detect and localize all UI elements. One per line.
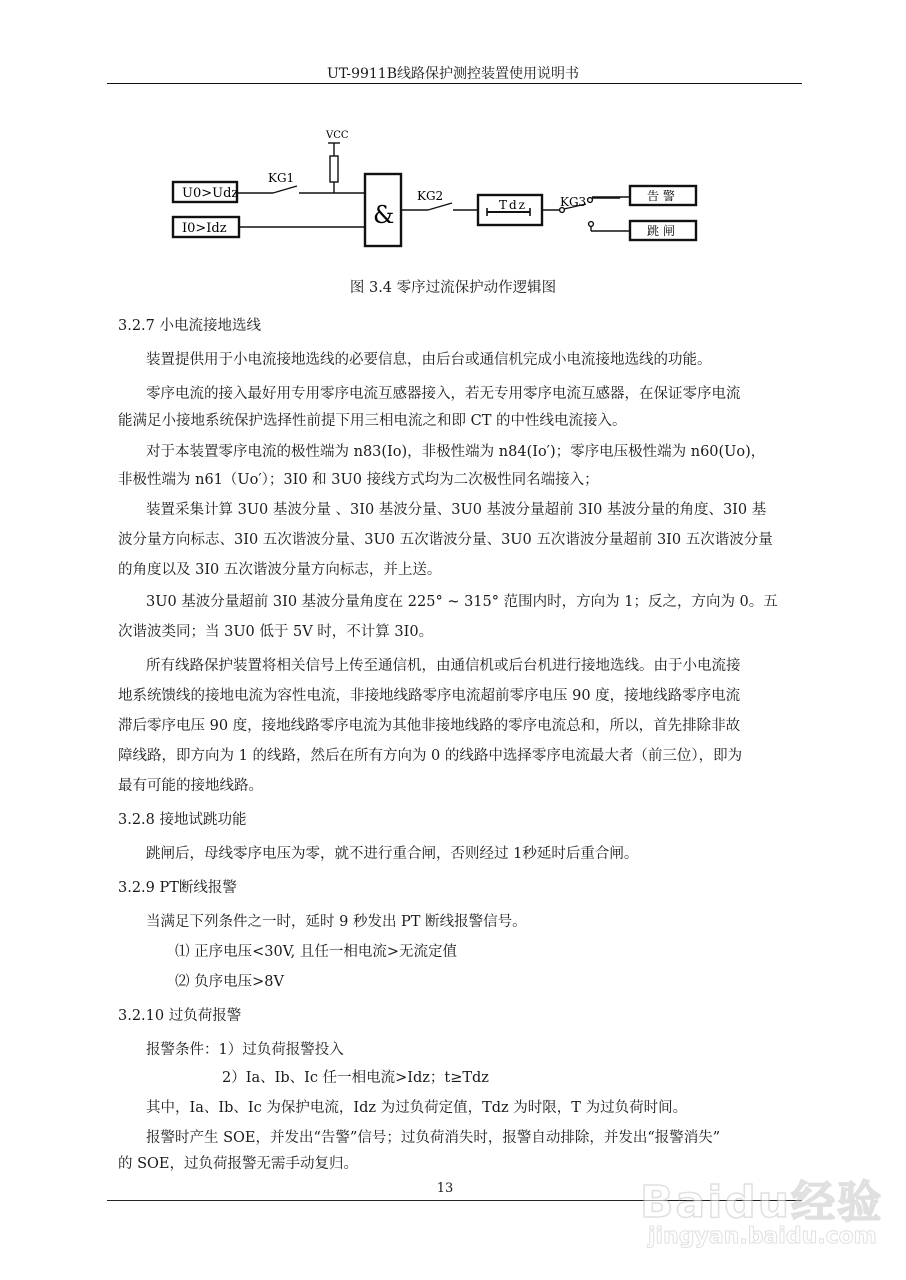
- output-trip-label: 跳 闸: [647, 224, 675, 238]
- paragraph-line: 3U0 基波分量超前 3I0 基波分量角度在 225° ~ 315° 范围内时，方向为 1；反之，方向为 0。五: [146, 594, 778, 610]
- paragraph-line: 跳闸后，母线零序电压为零，就不进行重合闸，否则经过 1秒延时后重合闸。: [146, 846, 639, 862]
- input-i0-label: I0>Idz: [182, 221, 227, 236]
- paragraph-line: 波分量方向标志、3I0 五次谐波分量、3U0 五次谐波分量、3U0 五次谐波分量超前 3I0 五次谐波分量: [118, 532, 773, 548]
- document-header-title: UT-9911B线路保护测控装置使用说明书: [327, 66, 579, 82]
- paragraph-line: 所有线路保护装置将相关信号上传至通信机，由通信机或后台机进行接地选线。由于小电流接: [146, 658, 741, 674]
- paragraph-line: 的角度以及 3I0 五次谐波分量方向标志，并上送。: [118, 562, 442, 578]
- paragraph-line: 的 SOE，过负荷报警无需手动复归。: [118, 1156, 359, 1172]
- paragraph-line: 地系统馈线的接地电流为容性电流，非接地线路零序电流超前零序电压 90 度，接地线路零序电流: [118, 688, 741, 704]
- section-heading: 3.2.9 PT断线报警: [118, 880, 237, 896]
- kg2-label: KG2: [417, 189, 444, 203]
- paragraph-line: 滞后零序电压 90 度，接地线路零序电流为其他非接地线路的零序电流总和，所以，首先排除非故: [118, 718, 741, 734]
- paragraph-line: 其中，Ia、Ib、Ic 为保护电流，Idz 为过负荷定值，Tdz 为时限，T 为过负荷时间。: [146, 1100, 688, 1116]
- and-gate-label: &: [373, 201, 395, 229]
- timer-label: Tdz: [499, 198, 528, 212]
- paragraph-line: 非极性端为 n61（Uo′）；3I0 和 3U0 接线方式均为二次极性同名端接入；: [118, 472, 599, 488]
- section-heading: 3.2.7 小电流接地选线: [118, 318, 262, 334]
- baidu-watermark: [640, 1160, 900, 1270]
- header-rule: [107, 83, 802, 84]
- paragraph-line: 报警时产生 SOE，并发出“告警”信号；过负荷消失时，报警自动排除，并发出“报警消失”: [146, 1130, 721, 1146]
- baidu-logo-icon: Baidu经验: [640, 1177, 884, 1228]
- paragraph-line: 对于本装置零序电流的极性端为 n83(Io)，非极性端为 n84(Io′)；零序电压极性端为 n60(Uo)，: [146, 444, 766, 460]
- list-item: ⑴ 正序电压<30V, 且任一相电流>无流定值: [175, 944, 458, 960]
- paragraph-line: 报警条件：1）过负荷报警投入: [146, 1042, 344, 1058]
- page-number: 13: [436, 1181, 454, 1196]
- list-item: 2）Ia、Ib、Ic 任一相电流>Idz；t≥Tdz: [222, 1070, 489, 1086]
- paragraph-line: 障线路，即方向为 1 的线路，然后在所有方向为 0 的线路中选择零序电流最大者（前三位），即为: [118, 748, 743, 764]
- figure-caption: 图 3.4 零序过流保护动作逻辑图: [349, 280, 557, 296]
- list-item: ⑵ 负序电压>8V: [175, 974, 284, 990]
- input-u0-label: U0>Udz: [182, 186, 239, 201]
- vcc-label: VCC: [326, 130, 349, 141]
- paragraph-line: 能满足小接地系统保护选择性前提下用三相电流之和即 CT 的中性线电流接入。: [118, 413, 627, 429]
- output-alarm-label: 告 警: [647, 189, 675, 203]
- paragraph-line: 当满足下列条件之一时，延时 9 秒发出 PT 断线报警信号。: [146, 914, 527, 930]
- paragraph-line: 零序电流的接入最好用专用零序电流互感器接入，若无专用零序电流互感器，在保证零序电流: [146, 386, 741, 402]
- watermark-url: jingyan.baidu.com: [648, 1224, 877, 1249]
- section-heading: 3.2.8 接地试跳功能: [118, 812, 247, 828]
- zero-sequence-overcurrent-logic-diagram: [160, 120, 720, 250]
- paragraph-line: 最有可能的接地线路。: [118, 778, 263, 794]
- paragraph-line: 装置提供用于小电流接地选线的必要信息，由后台或通信机完成小电流接地选线的功能。: [146, 352, 712, 368]
- paragraph-line: 装置采集计算 3U0 基波分量 、3I0 基波分量、3U0 基波分量超前 3I0 基波分量的角度、3I0 基: [146, 502, 767, 518]
- section-heading: 3.2.10 过负荷报警: [118, 1008, 242, 1024]
- kg1-label: KG1: [268, 171, 295, 185]
- paragraph-line: 次谐波类同；当 3U0 低于 5V 时，不计算 3I0。: [118, 624, 434, 640]
- kg3-label: KG3: [560, 195, 587, 209]
